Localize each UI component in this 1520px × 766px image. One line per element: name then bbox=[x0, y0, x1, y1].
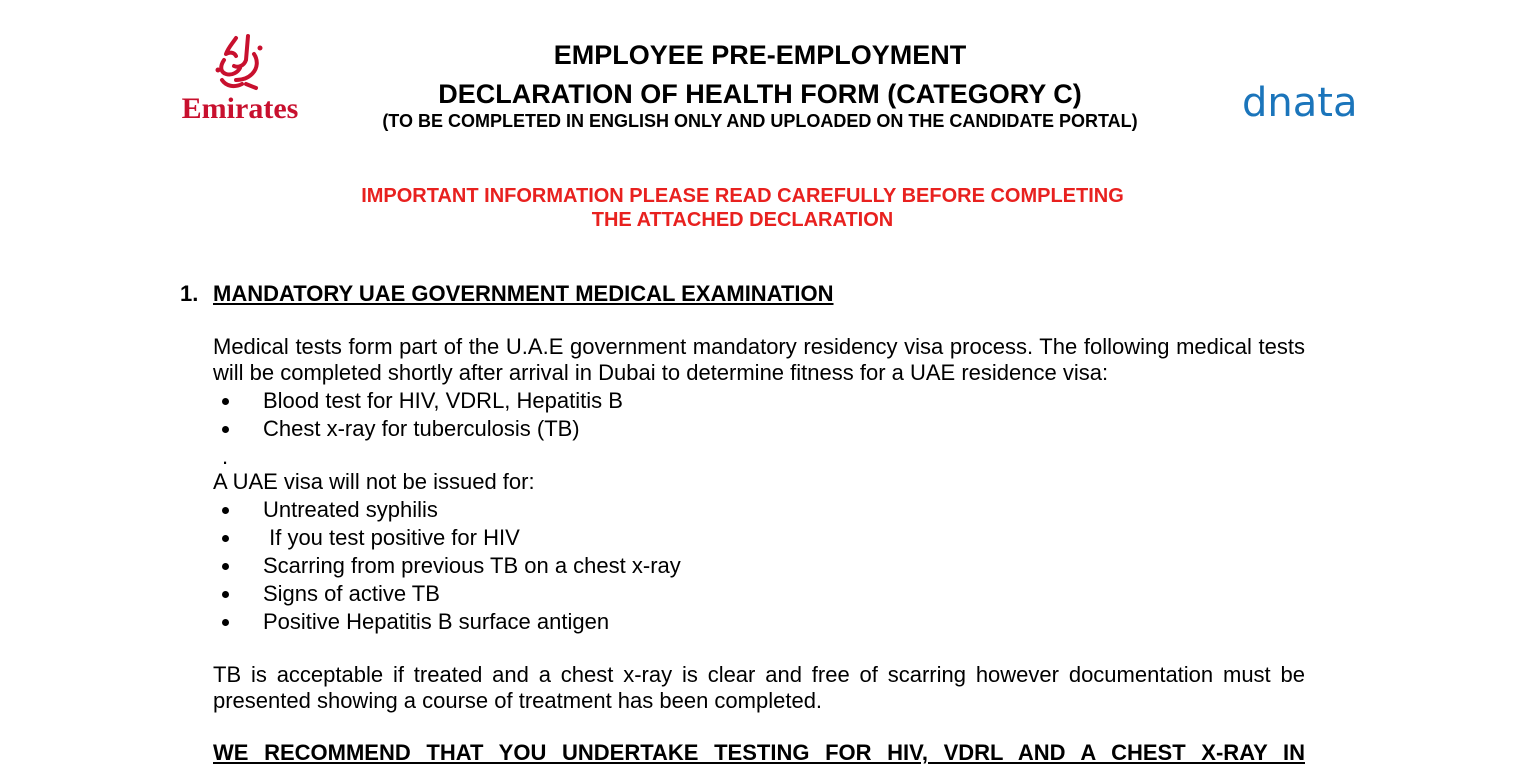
emirates-logo-wordmark: Emirates bbox=[181, 92, 299, 125]
section-number: 1. bbox=[180, 281, 199, 306]
bullet-icon bbox=[222, 563, 229, 570]
visa-exclusions-heading: A UAE visa will not be issued for: bbox=[213, 469, 535, 494]
stray-period: . bbox=[222, 444, 229, 469]
bullet-icon bbox=[222, 591, 229, 598]
bullet-icon bbox=[222, 426, 229, 433]
recommendation-heading: WE RECOMMEND THAT YOU UNDERTAKE TESTING FOR HIV, VDRL AND A CHEST X-RAY IN bbox=[213, 740, 1305, 765]
bullet-icon bbox=[222, 535, 229, 542]
bullet-icon bbox=[222, 507, 229, 514]
dnata-logo-wordmark: dnata bbox=[1242, 80, 1358, 126]
section-title: MANDATORY UAE GOVERNMENT MEDICAL EXAMINATION bbox=[213, 281, 834, 306]
document-page: Emirates dnata EMPLOYEE PRE-EMPLOYMENT DECLARATION OF HEALTH FORM (CATEGORY C) (TO BE COMPLETED IN ENGLISH ONLY AND UPLOADED ON THE CANDIDATE PORTAL) IMPORTANT INFORMATION PLEASE READ CAREFULLY BEFORE COMPLETING THE ATTACHED DECLARATION 1. MANDATORY UAE GOVERNMENT MEDICAL EXAMINATION Medical tests form part of the U.A.E government mandatory residency visa process. The following medical tests will be completed shortly after arrival in Dubai to determine fitness for a UAE residence visa: Blood test for HIV, VDRL, Hepatitis B Chest x-ray for tuberculosis (TB) . A UAE visa will not be issued for: Untreated syphilis If you test positive for HIV Scarring from previous TB on a chest x-ray Signs of active TB Positive Hepatitis B surface antigen TB is acceptable if treated and a chest x-ray is clear and free of scarring however documentation must be presented showing a course of treatment has been completed. WE RECOMMEND THAT YOU UNDERTAKE TESTING FOR HIV, VDRL AND A CHEST X-RAY IN bbox=[0, 0, 1500, 750]
important-notice-line-1: IMPORTANT INFORMATION PLEASE READ CAREFULLY BEFORE COMPLETING bbox=[361, 185, 1124, 207]
form-title-line-2: DECLARATION OF HEALTH FORM (CATEGORY C) bbox=[438, 79, 1082, 109]
form-title-line-1: EMPLOYEE PRE-EMPLOYMENT bbox=[553, 40, 967, 70]
tb-treatment-note: TB is acceptable if treated and a chest x-ray is clear and free of scarring however documentation must be presented showing a course of treatment has been completed. bbox=[213, 662, 1305, 713]
bullet-icon bbox=[222, 398, 229, 405]
form-subtitle: (TO BE COMPLETED IN ENGLISH ONLY AND UPLOADED ON THE CANDIDATE PORTAL) bbox=[382, 111, 1138, 131]
bullet-icon bbox=[222, 619, 229, 626]
important-notice-line-2: THE ATTACHED DECLARATION bbox=[591, 209, 894, 231]
medical-tests-intro: Medical tests form part of the U.A.E government mandatory residency visa process. The following medical tests will be completed shortly after arrival in Dubai to determine fitness for a UAE residence visa: bbox=[213, 334, 1305, 385]
